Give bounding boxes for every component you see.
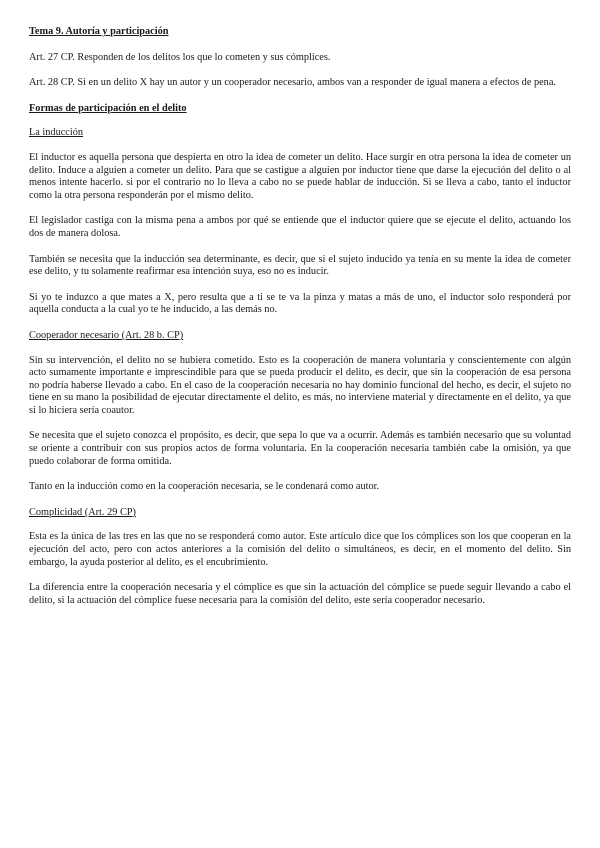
induccion-paragraph: El legislador castiga con la misma pena a ambos por qué se entiende que el inductor quiere que se ejecute el delito, actuando los dos de manera dolosa. [29,215,571,239]
induccion-paragraph: También se necesita que la inducción sea determinante, es decir, que si el sujeto inducido ya tenía en su mente la idea de cometer ese delito, y tu solamente reafirmar esa intención suya, eso no es inducir. [29,253,571,278]
art27-paragraph: Art. 27 CP. Responden de los delitos los que lo cometen y sus cómplices. [29,51,331,63]
complicidad-paragraph: Esta es la única de las tres en las que no se responderá como autor. Este artículo dice que los cómplices son los que cooperan en la ejecución del acto, pero con actos anteriores a la comisión del delito o simultáneos, es decir, en el momento del delito. Sin embargo, la ayuda posterior al delito, es el encubrimiento. [29,531,571,568]
cooperador-paragraph: Tanto en la inducción como en la cooperación necesaria, se le condenará como autor. [29,481,380,493]
induccion-heading: La inducción [29,127,84,139]
induccion-paragraph: Si yo te induzco a que mates a X, pero resulta que a ti se te va la pinza y matas a más de uno, el inductor solo responderá por aquella conducta a la cual yo te he inducido, a las demás no. [29,291,571,316]
complicidad-paragraph: La diferencia entre la cooperación necesaria y el cómplice es que sin la actuación del cómplice se puede seguir llevando a cabo el delito, si la actuación del cómplice fuese necesaria para la comisión del delito, este sería cooperador necesario. [29,582,571,606]
cooperador-paragraph: Se necesita que el sujeto conozca el propósito, es decir, que sepa lo que va a ocurrir. Además es también necesario que su voluntad se oriente a contribuir con sus propios actos de forma voluntaria. En la cooperación necesaria también cabe la omisión, ya que puedo colaborar de forma omitida. [29,430,571,467]
art28-paragraph: Art. 28 CP. Si en un delito X hay un autor y un cooperador necesario, ambos van a responder de igual manera a efectos de pena. [29,77,556,89]
cooperador-paragraph: Sin su intervención, el delito no se hubiera cometido. Esto es la cooperación de manera voluntaria y conscientemente con algún acto sumamente importante e imprescindible para que se pueda producir el delito, es decir, que sin la cooperación de esa persona no podría haberse llevado a cabo. En el caso de la cooperación necesaria no hay dominio funcional del hecho, es decir, el sujeto no tiene en su mano la posibilidad de ejecutar directamente el delito, es más, no interviene material y directamente en el delito, ya que si lo hiciera sería coautor. [29,354,571,416]
document-title: Tema 9. Autoría y participación [29,26,169,37]
section-heading: Formas de participación en el delito [29,102,187,114]
complicidad-heading: Complicidad (Art. 29 CP) [29,506,136,518]
document-page [29,26,571,620]
induccion-paragraph: El inductor es aquella persona que despierta en otro la idea de cometer un delito. Hace surgir en otra persona la idea de cometer un delito. Induce a alguien a cometer un delito. Para que se castigue a alguien por inductor tiene que darse la ejecución del delito o al menos intente hacerlo. si por el contrario no lo lleva a cabo no se puede hablar de inducción. Si se lleva a cabo, tanto el inductor como la otra persona responderán por el mismo delito. [29,151,571,201]
cooperador-heading: Cooperador necesario (Art. 28 b. CP) [29,329,184,341]
